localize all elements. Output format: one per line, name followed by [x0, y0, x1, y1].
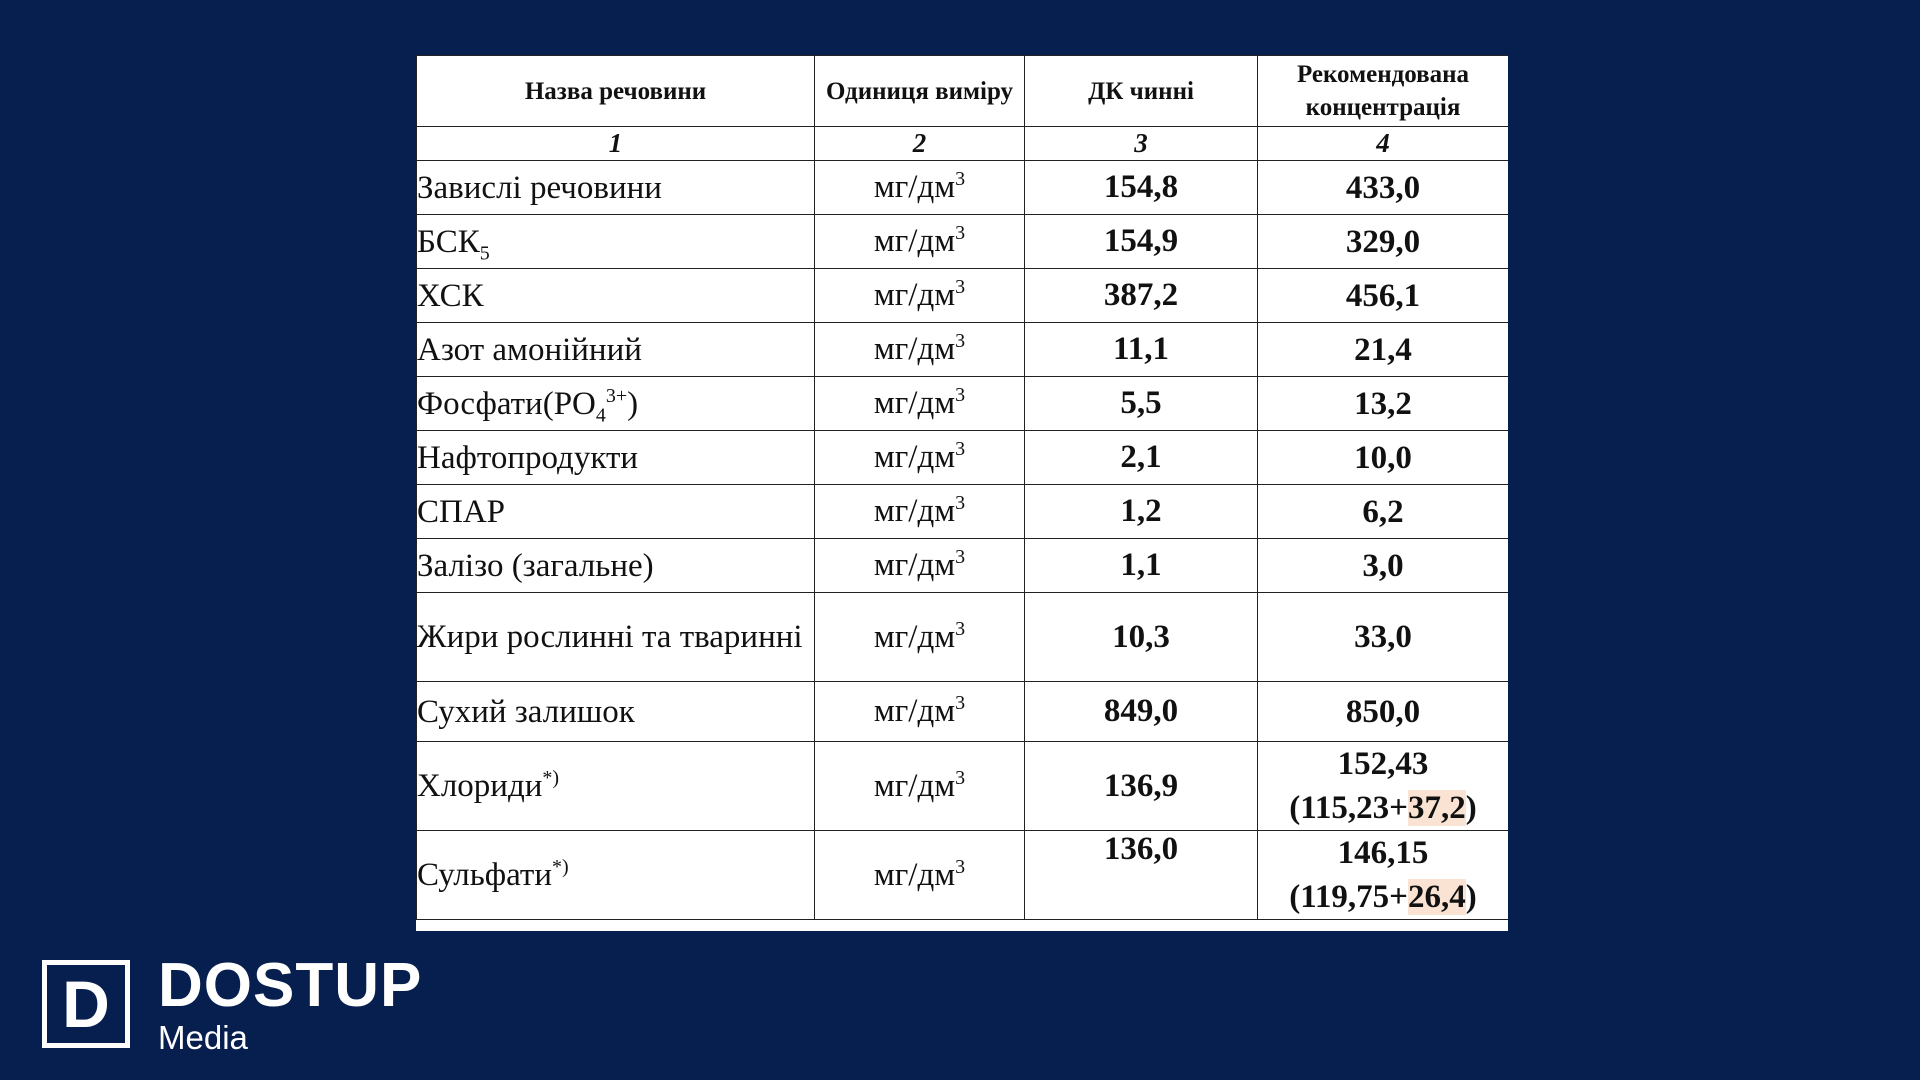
recommended-value: 6,2 — [1258, 485, 1509, 539]
current-value: 387,2 — [1025, 269, 1258, 323]
recommended-value: 13,2 — [1258, 377, 1509, 431]
substance-name: Жири рослинні та тваринні — [417, 593, 815, 682]
table-row — [417, 539, 1509, 593]
current-value: 136,0 — [1025, 831, 1258, 920]
unit-cell: $мг/дм^3$ — [815, 377, 1025, 431]
recommended-value: 21,4 — [1258, 323, 1509, 377]
current-value: 5,5 — [1025, 377, 1258, 431]
unit-cell: $мг/дм^3$ — [815, 431, 1025, 485]
recommended-value: 146,15 (119,75+26,4) — [1258, 831, 1509, 920]
table-row — [417, 682, 1509, 742]
current-value: 849,0 — [1025, 682, 1258, 742]
table-header-row — [417, 56, 1509, 127]
current-value: 1,1 — [1025, 539, 1258, 593]
unit-cell: $мг/дм^3$ — [815, 593, 1025, 682]
current-value: 154,8 — [1025, 161, 1258, 215]
current-value: 2,1 — [1025, 431, 1258, 485]
table-row — [417, 269, 1509, 323]
brand-subtitle: Media — [158, 1019, 248, 1056]
unit-cell: $мг/дм^3$ — [815, 323, 1025, 377]
table-row — [417, 161, 1509, 215]
substance-name: Сульфати*) — [417, 831, 815, 920]
brand-name: DOSTUP — [158, 951, 423, 1020]
recommended-value: 850,0 — [1258, 682, 1509, 742]
recommended-value: 329,0 — [1258, 215, 1509, 269]
current-value: 136,9 — [1025, 742, 1258, 831]
document-table-image — [416, 55, 1508, 931]
substance-name: Сухий залишок — [417, 682, 815, 742]
current-value: 10,3 — [1025, 593, 1258, 682]
unit-cell: $мг/дм^3$ — [815, 215, 1025, 269]
substance-name: СПАР — [417, 485, 815, 539]
header-substance-name: Назва речовини — [417, 56, 815, 127]
table-row — [417, 593, 1509, 682]
table-row — [417, 215, 1509, 269]
unit-cell: $мг/дм^3$ — [815, 485, 1025, 539]
header-recommended-concentration: Рекомендована концентрація — [1258, 56, 1509, 127]
substance-name: Азот амонійний — [417, 323, 815, 377]
pollutant-table — [416, 55, 1508, 920]
substance-name: Хлориди*) — [417, 742, 815, 831]
table-row — [417, 485, 1509, 539]
highlighted-value: 37,2 — [1407, 790, 1466, 826]
substance-name: Нафтопродукти — [417, 431, 815, 485]
recommended-value: 433,0 — [1258, 161, 1509, 215]
recommended-value: 456,1 — [1258, 269, 1509, 323]
substance-name: Завислі речовини — [417, 161, 815, 215]
highlighted-value: 26,4 — [1407, 879, 1466, 915]
column-number-row — [417, 127, 1509, 161]
recommended-value: 3,0 — [1258, 539, 1509, 593]
header-current-limit: ДК чинні — [1025, 56, 1258, 127]
recommended-value: 10,0 — [1258, 431, 1509, 485]
table-row — [417, 742, 1509, 831]
unit-cell: $мг/дм^3$ — [815, 539, 1025, 593]
recommended-value: 33,0 — [1258, 593, 1509, 682]
table-row — [417, 377, 1509, 431]
unit-cell: $мг/дм^3$ — [815, 831, 1025, 920]
unit-cell: $мг/дм^3$ — [815, 742, 1025, 831]
current-value: 11,1 — [1025, 323, 1258, 377]
recommended-value: 152,43 (115,23+37,2) — [1258, 742, 1509, 831]
unit-cell: $мг/дм^3$ — [815, 161, 1025, 215]
column-number: 4 — [1258, 127, 1509, 161]
column-number: 2 — [815, 127, 1025, 161]
table-row — [417, 831, 1509, 920]
unit-cell: $мг/дм^3$ — [815, 269, 1025, 323]
brand-logo-icon — [42, 960, 130, 1048]
brand-wordmark — [158, 952, 422, 1056]
table-row — [417, 323, 1509, 377]
unit-cell: $мг/дм^3$ — [815, 682, 1025, 742]
current-value: 1,2 — [1025, 485, 1258, 539]
table-row — [417, 431, 1509, 485]
column-number: 1 — [417, 127, 815, 161]
substance-name: $БСК_5$ — [417, 215, 815, 269]
column-number: 3 — [1025, 127, 1258, 161]
current-value: 154,9 — [1025, 215, 1258, 269]
substance-name: Залізо (загальне) — [417, 539, 815, 593]
substance-name: ХСК — [417, 269, 815, 323]
header-unit: Одиниця виміру — [815, 56, 1025, 127]
substance-name: $Фосфати(PO_4^{3+})$ — [417, 377, 815, 431]
logo-letter: D — [62, 967, 110, 1041]
